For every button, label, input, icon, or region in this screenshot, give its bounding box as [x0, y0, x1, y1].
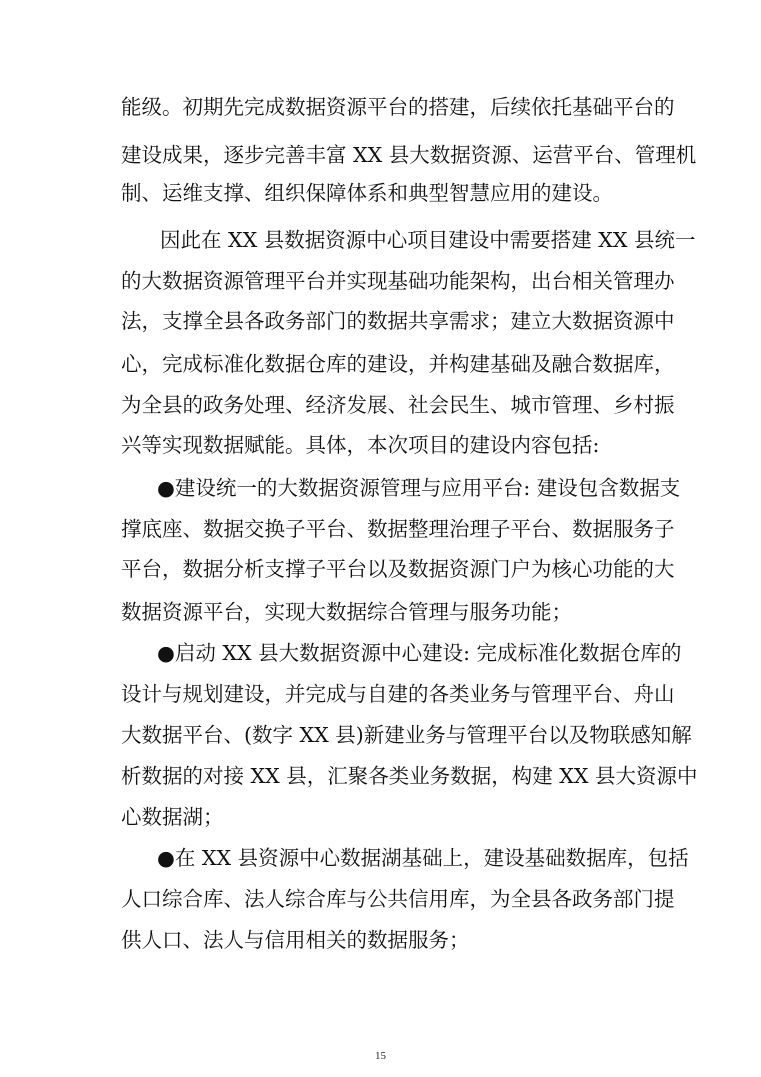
- text-line: 的大数据资源管理平台并实现基础功能架构，出台相关管理办: [121, 269, 675, 293]
- text-line: 法，支撑全县各政务部门的数据共享需求；建立大数据资源中: [121, 309, 675, 333]
- text-line: 兴等实现数据赋能。具体，本次项目的建设内容包括:: [121, 433, 600, 457]
- text-line: 供人口、法人与信用相关的数据服务；: [121, 928, 470, 952]
- text-line: 数据资源平台，实现大数据综合管理与服务功能；: [121, 600, 572, 624]
- text-line: 人口综合库、法人综合库与公共信用库，为全县各政务部门提: [121, 887, 675, 911]
- text-line: ●在 XX 县资源中心数据湖基础上，建设基础数据库，包括: [157, 846, 689, 870]
- text-line: 设计与规划建设，并完成与自建的各类业务与管理平台、舟山: [121, 682, 675, 706]
- text-line: 心，完成标准化数据仓库的建设，并构建基础及融合数据库，: [121, 352, 675, 376]
- text-line: 建设成果，逐步完善丰富 XX 县大数据资源、运营平台、管理机: [121, 143, 697, 167]
- text-line: 撑底座、数据交换子平台、数据整理治理子平台、数据服务子: [121, 517, 675, 541]
- text-line: ●建设统一的大数据资源管理与应用平台: 建设包含数据支: [157, 476, 681, 500]
- text-line: 为全县的政务处理、经济发展、社会民生、城市管理、乡村振: [121, 393, 675, 417]
- text-line: 平台，数据分析支撑子平台以及数据资源门户为核心功能的大: [121, 557, 675, 581]
- text-line: ●启动 XX 县大数据资源中心建设: 完成标准化数据仓库的: [157, 641, 682, 665]
- text-line: 制、运维支撑、组织保障体系和典型智慧应用的建设。: [121, 181, 613, 205]
- text-line: 大数据平台、(数字 XX 县)新建业务与管理平台以及物联感知解: [121, 723, 692, 747]
- text-line: 能级。初期先完成数据资源平台的搭建，后续依托基础平台的: [121, 95, 675, 119]
- text-line: 心数据湖；: [121, 805, 224, 829]
- page-number: 15: [375, 1050, 386, 1062]
- text-line: 因此在 XX 县数据资源中心项目建设中需要搭建 XX 县统一: [160, 228, 696, 252]
- text-line: 析数据的对接 XX 县，汇聚各类业务数据，构建 XX 县大资源中: [121, 764, 698, 788]
